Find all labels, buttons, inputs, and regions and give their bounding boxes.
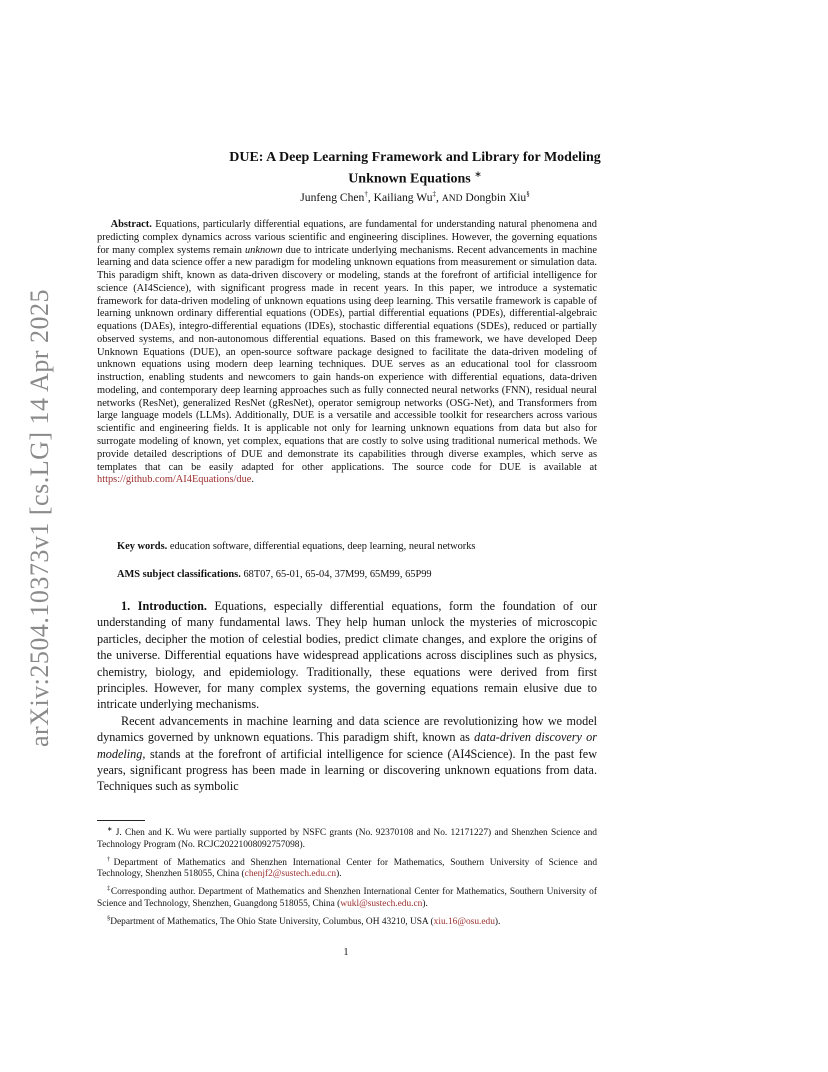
page-number: 1	[343, 947, 349, 958]
abstract-end: .	[251, 474, 255, 486]
footnote-4	[97, 913, 597, 929]
footnotes	[97, 824, 597, 930]
email-link-wu[interactable]: wukl@sustech.edu.cn	[340, 898, 423, 909]
title-line-1: DUE: A Deep Learning Framework and Library for Modeling	[229, 150, 601, 165]
email-link-chen[interactable]: chenjf2@sustech.edu.cn	[244, 869, 337, 880]
title-footnote-mark: ∗	[474, 169, 482, 179]
abstract-text-1: Equations, particularly differential equations, are fundamental for understanding natural phenomena and predicting complex dynamics across various scientific and engineering disciplines. However, the governing equations for many complex systems remain	[97, 219, 597, 256]
footnote-2-end: ).	[336, 869, 342, 880]
footnote-rule	[97, 820, 145, 821]
footnote-3-end: ).	[422, 898, 428, 909]
author-1-mark: †	[364, 190, 368, 198]
abstract-text-2: due to intricate underlying mechanisms. Recent advancements in machine learning and data science offer a new paradigm for modeling unknown equations from measurement or simulation data. This paradigm shift, known as data-driven discovery or modeling, stands at the forefront of artificial intelligence for science (AI4Science), with significant progress made in recent years. In this paper, we introduce a systematic framework for data-driven modeling of unknown equations using deep learning. This versatile framework is capable of learning unknown ordinary differential equations (ODEs), partial differential equations (PDEs), differential-algebraic equations (DAEs), integro-differential equations (IDEs), stochastic differential equations (SDEs), reduced or partially observed systems, and non-autonomous differential equations. Based on this framework, we have developed Deep Unknown Equations (DUE), an open-source software package designed to facilitate the data-driven modeling of unknown equations using modern deep learning techniques. DUE serves as an educational tool for classroom instruction, enabling students and newcomers to gain hands-on experience with differential equations, data-driven modeling, and contemporary deep learning approaches such as fully connected neural networks (FNN), residual neural networks (ResNet), generalized ResNet (gResNet), operator semigroup networks (OSG-Net), and Transformers from large language models (LLMs). Additionally, DUE is a versatile and accessible toolkit for researchers across various scientific and engineering fields. It is applicable not only for learning unknown equations from data but also for surrogate modeling of known, yet complex, equations that are costly to solve using traditional numerical methods. We provide detailed descriptions of DUE and demonstrate its capabilities through diverse examples, which serve as templates that can be easily adapted for other applications. The source code for DUE is available at	[97, 244, 597, 473]
abstract-unknown-em: unknown	[244, 244, 283, 256]
footnote-1	[97, 824, 597, 852]
footnote-3-mark: ‡	[107, 885, 111, 893]
author-2-mark: ‡	[432, 190, 437, 198]
intro-p2-after: stands at the forefront of artificial intelligence for science (AI4Science). In the past few years, significant progress has been made in learning or discovering unknown equations from data. Techniques such as symbolic	[97, 746, 597, 794]
author-and: AND	[441, 193, 463, 204]
keywords-label: Key words.	[117, 541, 168, 552]
email-link-xiu[interactable]: xiu.16@osu.edu	[433, 916, 495, 927]
footnote-2-text: Department of Mathematics and Shenzhen International Center for Mathematics, Southern University of Science and Technology, Shenzhen 518055, China (	[97, 857, 598, 880]
title-line-2-text: Unknown Equations	[348, 171, 471, 187]
source-code-link[interactable]: https://github.com/AI4Equations/due	[97, 474, 252, 486]
footnote-1-mark: ∗	[107, 826, 113, 833]
author-list: Junfeng Chen†, Kailiang Wu‡, AND Dongbin Xiu§	[300, 190, 530, 204]
author-3: Dongbin Xiu	[465, 190, 527, 204]
ams-label: AMS subject classifications.	[117, 569, 241, 580]
footnote-2-mark: †	[107, 855, 114, 863]
keywords-text: education software, differential equations, deep learning, neural networks	[169, 541, 476, 552]
abstract	[97, 219, 597, 487]
intro-p1-text: Equations, especially differential equations, form the foundation of our understanding of many fundamental laws. They help human unlock the mysteries of microscopic particles, decipher the motion of celestial bodies, predict climate changes, and explore the origins of the universe. Differential equations have widespread applications across disciplines such as physics, chemistry, biology, and epidemiology. Traditionally, these equations were derived from first principles. However, for many complex systems, the governing equations remain elusive due to intricate underlying mechanisms.	[97, 599, 598, 712]
footnote-3-text: Corresponding author. Department of Mathematics and Shenzhen International Center for Mathematics, Southern University of Science and Technology, Shenzhen, Guangdong 518055, China (	[97, 887, 597, 909]
section-heading: 1. Introduction.	[121, 599, 207, 613]
paper-title	[110, 150, 720, 188]
footnote-4-end: ).	[494, 916, 501, 927]
footnote-2	[97, 854, 597, 882]
author-2: Kailiang Wu	[373, 190, 433, 204]
arxiv-sidebar-id	[22, 283, 58, 753]
arxiv-id-text: arXiv:2504.10373v1 [cs.LG] 14 Apr 2025	[25, 288, 54, 748]
intro-paragraph-2	[97, 713, 597, 795]
author-3-mark: §	[526, 190, 530, 198]
footnote-1-text: J. Chen and K. Wu were partially supported by NSFC grants (No. 92370108 and No. 12171227) and Shenzhen Science and Technology Program (No. RCJC20221008092757098).	[97, 828, 597, 850]
introduction-section	[97, 598, 597, 795]
title-line-2	[110, 166, 720, 188]
ams-classifications	[117, 569, 607, 580]
footnote-3	[97, 883, 597, 911]
footnote-4-text: Department of Mathematics, The Ohio State University, Columbus, OH 43210, USA (	[110, 916, 434, 927]
keywords	[117, 541, 607, 552]
author-1: Junfeng Chen	[300, 190, 365, 204]
intro-p2-before: Recent advancements in machine learning and data science are revolutionizing how we model dynamics governed by unknown equations. This paradigm shift, known as	[97, 713, 597, 745]
footnote-4-mark: §	[107, 914, 111, 922]
ams-text: 68T07, 65-01, 65-04, 37M99, 65M99, 65P99	[243, 569, 432, 580]
intro-p2-em: data-driven discovery or modeling,	[97, 730, 597, 761]
intro-paragraph-1	[97, 598, 597, 713]
abstract-label: Abstract.	[110, 219, 152, 230]
